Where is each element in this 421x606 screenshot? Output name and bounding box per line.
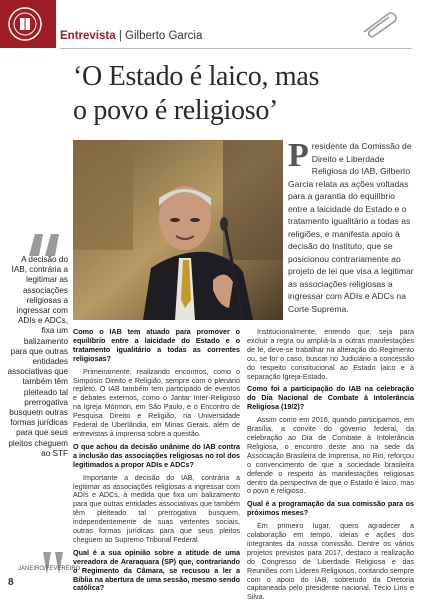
header-rule [60, 48, 412, 49]
article-lede [288, 137, 414, 315]
quote-mark-icon [25, 230, 65, 258]
interviewee-name: Gilberto Garcia [125, 30, 203, 42]
lede-text: residente da Comissão de Direito e Liberdade Religiosa do IAB, Gilberto Garcia relata as ações voltadas para a garantia do equilíbrio entre a laicidade do Estado e o tratamento igualitário a todas as religiões, e manifesta apoio à decisão do Instituto, que se posicionou contrariamente ao projeto de lei que visa a legitimar as associações religiosas a ingressar com ADIs e ADCs na Corte Suprema. [288, 141, 414, 314]
brand-bar [0, 0, 56, 48]
paperclip-icon [360, 8, 400, 38]
title-line-2: o povo é religioso’ [73, 95, 279, 126]
answer-4: Assim como em 2016, quando participamos, em Brasília, a convite do governo federal, da celebração ao Dia de Combate à Intolerância Religiosa, o encontro deste ano na sede da Associação Brasileira de Imprensa, no Rio, reforçou o convencimento de que a sociedade brasileira defende o respeito às manifestações religiosas dentro da perspectiva de que o Estado é laico, mas o povo é religioso. [247, 415, 414, 496]
column-left [73, 328, 240, 597]
issue-label: JANEIRO/FEVEREIRO [18, 566, 81, 572]
question-4: Como foi a participação do IAB na celebração do Dia Nacional de Combate à Intolerância Religiosa (19/2)? [247, 384, 414, 412]
answer-1: Primeiramente, realizando encontros, como o Simpósio Direito e Religião, sempre com o plenário repleto. O IAB também tem participado de eventos e debates externos, como o Jantar Inter-Religioso na Igreja Mórmon, em São Paulo, e o Encontro de Pesquisa Direito e Religião, na Universidade Federal de Uberlândia, em Minas Gerais, além de entrevistas à imprensa sobre a questão. [73, 366, 240, 438]
interviewee-photo [73, 140, 283, 320]
page-number: 8 [8, 577, 14, 588]
title-line-1: ‘O Estado é laico, mas [73, 61, 320, 92]
question-2: O que achou da decisão unânime do IAB contra a inclusão das associações religiosas no rol dos legitimados a propor ADIs e ADCs? [73, 441, 240, 469]
column-right [247, 328, 414, 606]
answer-2: Importante a decisão do IAB, contrária a legitimar as associações religiosas a ingressar com ADIs e ADCs, à medida que fixa um balizamento para que outras entidades associativas que também têm pleiteado tal prerrogativa busquem, independentemente de suas vertentes sociais, outras formas jurídicas para que seus pleitos cheguem ao Supremo Tribunal Federal. [73, 472, 240, 544]
answer-5: Em primeiro lugar, quero agradecer a colaboração em tempo, ideias e ações dos integrantes da nossa comissão. Dentre os vários projetos previstos para 2017, destaco a realização do Congresso de Liberdade Religiosa e das Reuniões com Líderes Religiosos, contando sempre com o apoio do IAB, sobretudo da Diretoria capitaneada pelo presidente nacional, Técio Lins e Silva. [247, 521, 414, 602]
seal-logo-icon [7, 6, 43, 42]
question-1: Como o IAB tem atuado para promover o equilíbrio entre a laicidade do Estado e o tratamento igualitário a todas as correntes religiosas? [73, 327, 240, 363]
section-label: Entrevista [60, 30, 116, 42]
question-3: Qual é a sua opinião sobre a atitude de uma vereadora de Araraquara (SP) que, contrariando o Regimento da Câmara, se recusou a ler a Bíblia na abertura de uma sessão, mesmo sendo católica? [73, 547, 240, 593]
section-header [60, 30, 202, 42]
drop-cap: P [288, 137, 309, 174]
section-separator: | [118, 30, 122, 42]
answer-3: Institucionalmente, entendo que, seja para excluir a regra ou ampliá-la a outras manifestações de fé, deve-se trabalhar na alteração do Regimento ou, se for o caso, buscar no Judiciário a concessão do respeito constitucional ao Estado laico e à separação Igreja-Estado. [247, 327, 414, 381]
article-title [73, 60, 413, 128]
question-5: Qual é a programação da sua comissão para os próximos meses? [247, 499, 414, 518]
pull-quote: A decisão do IAB, contrária a legitimar as associações religiosas a ingressar com ADIs e ADCs, fixa um balizamento para que outras entidades associativas que também têm pleiteado tal prerrogativa busquem outras formas jurídicas para que seus pleitos cheguem ao STF [7, 255, 68, 458]
